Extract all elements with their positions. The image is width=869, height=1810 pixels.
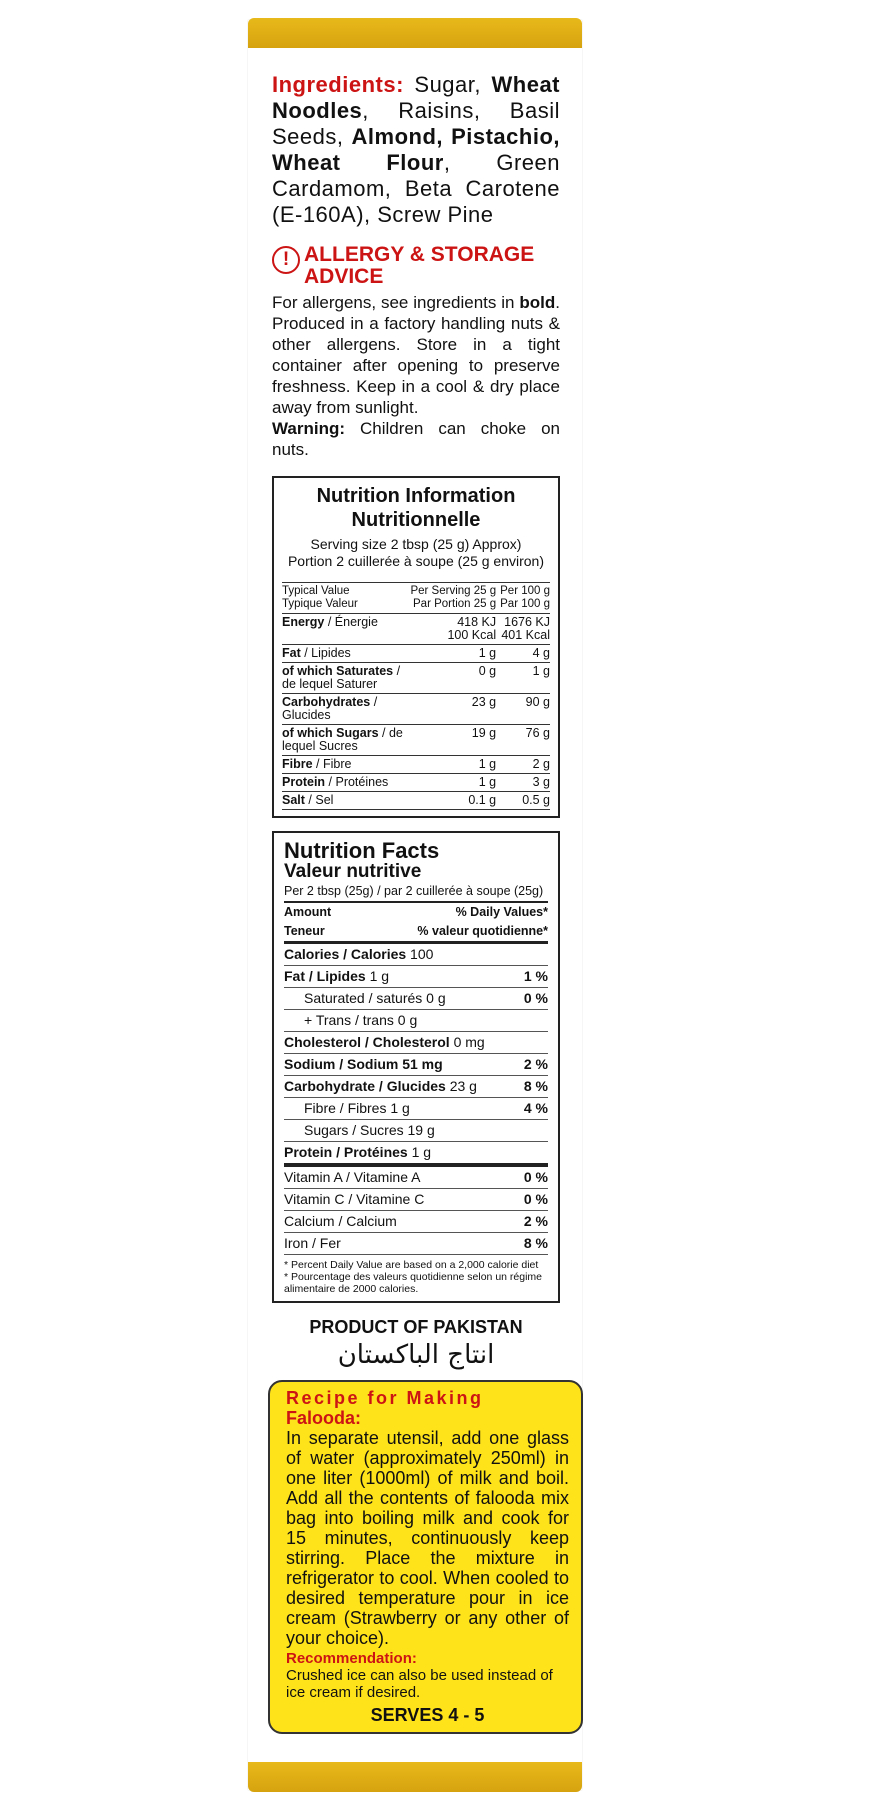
footnote-fr: * Pourcentage des valeurs quotidienne selon un régime alimentaire de 2000 calories. bbox=[284, 1271, 543, 1295]
vitamin-row bbox=[284, 1211, 548, 1233]
fat-dv: 1 % bbox=[523, 968, 548, 984]
nutrient-name-en: Salt bbox=[282, 793, 305, 807]
vitamin-dv: 2 % bbox=[523, 1213, 548, 1229]
allergy-text-part: For allergens, see ingredients in bbox=[272, 293, 520, 312]
trans-label: + Trans / trans 0 g bbox=[304, 1012, 418, 1028]
saturated-label: Saturated / saturés 0 g bbox=[304, 990, 446, 1006]
nutrition-info-row bbox=[282, 725, 550, 756]
sugars-row bbox=[284, 1120, 548, 1142]
nutrient-name-en: of which Sugars bbox=[282, 726, 379, 740]
nutrition-info-row bbox=[282, 694, 550, 725]
panel-content bbox=[272, 72, 569, 1734]
vitamin-dv: 0 % bbox=[523, 1169, 548, 1185]
nutrition-info-row bbox=[282, 774, 550, 792]
protein-value: 1 g bbox=[407, 1144, 432, 1160]
ingredient-part: Almond, Pistachio, Wheat Flour bbox=[272, 124, 560, 175]
product-origin-arabic: انتاج الباكستان bbox=[337, 1340, 495, 1370]
nutrient-value: 0.5 g bbox=[496, 792, 550, 810]
nutrient-name-en: Fibre bbox=[282, 757, 313, 771]
fibre-row bbox=[284, 1098, 548, 1120]
nutrition-info-row bbox=[282, 645, 550, 663]
calories-label: Calories / Calories bbox=[284, 946, 407, 962]
nutrient-name: Carbohydrates / Glucides bbox=[282, 694, 406, 725]
vitamin-list bbox=[284, 1167, 548, 1255]
recipe-title: Recipe for Making bbox=[286, 1388, 484, 1408]
teneur-label: Teneur bbox=[284, 924, 325, 938]
nutrient-name-en: of which Saturates bbox=[282, 664, 394, 678]
nutrient-name-en: Fat bbox=[282, 646, 301, 660]
vitamin-row bbox=[284, 1189, 548, 1211]
nutrient-name: Fibre / Fibre bbox=[282, 756, 406, 774]
allergy-text bbox=[272, 292, 560, 460]
nutrient-value: 1 g bbox=[406, 645, 496, 663]
fat-row bbox=[284, 966, 548, 988]
fibre-dv: 4 % bbox=[523, 1100, 548, 1116]
nutrient-value: 3 g bbox=[496, 774, 550, 792]
valeur-label: % valeur quotidienne* bbox=[417, 924, 548, 938]
vitamin-name: Vitamin A / Vitamine A bbox=[284, 1169, 421, 1185]
vitamin-row bbox=[284, 1233, 548, 1255]
recipe-box bbox=[268, 1380, 583, 1734]
ingredient-part: Sugar, bbox=[403, 72, 492, 97]
nutrition-info-row bbox=[282, 663, 550, 694]
nutrition-info-title: Nutrition Information bbox=[316, 485, 516, 507]
ingredient-part: , Raisins, Basil Seeds, bbox=[272, 98, 560, 149]
nutrient-value: 0.1 g bbox=[406, 792, 496, 810]
cholesterol-value: 0 mg bbox=[449, 1034, 485, 1050]
nutrient-value: 19 g bbox=[406, 725, 496, 756]
amount-label: Amount bbox=[284, 905, 332, 919]
nutrient-value: 418 KJ 100 Kcal bbox=[406, 614, 496, 645]
allergy-text-part: . Produced in a factory handling nuts & other allergens. Store in a tight container after opening to preserve freshness. Keep in a cool & dry place away from sunlight. bbox=[272, 293, 560, 417]
ingredients-paragraph bbox=[272, 72, 560, 228]
ingredient-part: , Green Cardamom, Beta Carotene (E-160A), Screw Pine bbox=[272, 150, 560, 227]
allergy-text-bold: bold bbox=[519, 293, 556, 312]
recipe-title-2: Falooda: bbox=[286, 1408, 361, 1428]
daily-values-label: % Daily Values* bbox=[455, 905, 548, 919]
facts-header-fr bbox=[284, 922, 548, 944]
protein-label: Protein / Protéines bbox=[284, 1144, 408, 1160]
vitamin-dv: 8 % bbox=[523, 1235, 548, 1251]
nutrient-value: 1 g bbox=[406, 756, 496, 774]
carbohydrate-label: Carbohydrate / Glucides bbox=[284, 1078, 446, 1094]
recommendation-text: Crushed ice can also be used instead of ice cream if desired. bbox=[286, 1667, 553, 1701]
nutrient-value: 1676 KJ 401 Kcal bbox=[496, 614, 550, 645]
protein-row bbox=[284, 1142, 548, 1167]
bottom-gold-band bbox=[248, 1762, 582, 1792]
nutrition-info-row bbox=[282, 614, 550, 645]
nutrition-facts-box bbox=[272, 831, 560, 1303]
nutrition-info-table bbox=[282, 582, 550, 810]
nutrient-value: 2 g bbox=[496, 756, 550, 774]
per-serving: Per 2 tbsp (25g) / par 2 cuillerée à soupe (25g) bbox=[284, 882, 548, 903]
serving-size: Serving size 2 tbsp (25 g) Approx) bbox=[310, 536, 522, 552]
nutrient-value: 4 g bbox=[496, 645, 550, 663]
nutrient-name: of which Saturates / de lequel Saturer bbox=[282, 663, 406, 694]
nutrition-info-row bbox=[282, 792, 550, 810]
nutrient-name-en: Protein bbox=[282, 775, 326, 789]
saturated-row bbox=[284, 988, 548, 1010]
nutrient-name: Energy / Énergie bbox=[282, 614, 406, 645]
carbohydrate-value: 23 g bbox=[445, 1078, 477, 1094]
vitamin-name: Vitamin C / Vitamine C bbox=[284, 1191, 425, 1207]
cholesterol-row bbox=[284, 1032, 548, 1054]
facts-header bbox=[284, 903, 548, 922]
header-per-serving: Per Serving 25 g Par Portion 25 g bbox=[406, 583, 496, 614]
sodium-dv: 2 % bbox=[523, 1056, 548, 1072]
nutrient-name-en: Carbohydrates bbox=[282, 695, 371, 709]
carbohydrate-row bbox=[284, 1076, 548, 1098]
product-origin: PRODUCT OF PAKISTAN bbox=[309, 1317, 523, 1337]
nutrient-name: of which Sugars / de lequel Sucres bbox=[282, 725, 406, 756]
nutrient-value: 76 g bbox=[496, 725, 550, 756]
fat-value: 1 g bbox=[365, 968, 390, 984]
vitamin-name: Iron / Fer bbox=[284, 1235, 341, 1251]
trans-row bbox=[284, 1010, 548, 1032]
carbohydrate-dv: 8 % bbox=[523, 1078, 548, 1094]
top-gold-band bbox=[248, 18, 582, 48]
nutrient-name: Fat / Lipides bbox=[282, 645, 406, 663]
nutrient-name-en: Energy bbox=[282, 615, 325, 629]
cholesterol-label: Cholesterol / Cholesterol bbox=[284, 1034, 450, 1050]
header-typical: Typical Value Typique Valeur bbox=[282, 583, 406, 614]
allergy-title: ALLERGY & STORAGE ADVICE bbox=[304, 243, 535, 288]
header-per-100g: Per 100 g Par 100 g bbox=[496, 583, 550, 614]
nutrition-information-box bbox=[272, 476, 560, 818]
nutrition-facts-subtitle: Valeur nutritive bbox=[284, 861, 422, 882]
sodium-row bbox=[284, 1054, 548, 1076]
calories-row bbox=[284, 944, 548, 966]
vitamin-dv: 0 % bbox=[523, 1191, 548, 1207]
nutrition-info-header-row bbox=[282, 583, 550, 614]
warning-label: Warning: bbox=[272, 419, 346, 438]
allergy-header bbox=[272, 244, 560, 288]
nutrient-name: Salt / Sel bbox=[282, 792, 406, 810]
saturated-dv: 0 % bbox=[523, 990, 548, 1006]
nutrition-facts-title: Nutrition Facts bbox=[284, 838, 440, 863]
warning-text: Children can choke on nuts. bbox=[272, 419, 560, 459]
serves-label: SERVES 4 - 5 bbox=[370, 1705, 485, 1725]
nutrient-value: 23 g bbox=[406, 694, 496, 725]
nutrition-info-subtitle: Nutritionnelle bbox=[351, 509, 481, 531]
ingredient-part: Wheat Noodles bbox=[272, 72, 560, 123]
warning-icon: ! bbox=[272, 246, 300, 274]
recipe-text: In separate utensil, add one glass of water (approximately 250ml) in one liter (1000ml) of milk and boil. Add all the contents of falooda mix bag into boiling milk and cook for 15 minutes, continuously keep stirring. Place the mixture in refrigerator to cool. When cooled to desired temperature pour in ice cream (Strawberry or any other of your choice). bbox=[286, 1428, 569, 1648]
calories-value: 100 bbox=[406, 946, 434, 962]
nutrient-value: 1 g bbox=[406, 774, 496, 792]
nutrition-info-row bbox=[282, 756, 550, 774]
vitamin-name: Calcium / Calcium bbox=[284, 1213, 397, 1229]
nutrient-value: 0 g bbox=[406, 663, 496, 694]
fibre-label: Fibre / Fibres 1 g bbox=[304, 1100, 410, 1116]
nutrient-value: 90 g bbox=[496, 694, 550, 725]
recommendation-label: Recommendation: bbox=[286, 1650, 417, 1667]
ingredients-label: Ingredients: bbox=[272, 72, 404, 97]
sodium-label: Sodium / Sodium 51 mg bbox=[284, 1056, 443, 1072]
fat-label: Fat / Lipides bbox=[284, 968, 366, 984]
nutrient-name: Protein / Protéines bbox=[282, 774, 406, 792]
sugars-label: Sugars / Sucres 19 g bbox=[304, 1122, 435, 1138]
footnote-en: * Percent Daily Value are based on a 2,000 calorie diet bbox=[284, 1259, 539, 1271]
serving-size-fr: Portion 2 cuillerée à soupe (25 g environ) bbox=[287, 553, 545, 569]
nutrient-value: 1 g bbox=[496, 663, 550, 694]
vitamin-row bbox=[284, 1167, 548, 1189]
